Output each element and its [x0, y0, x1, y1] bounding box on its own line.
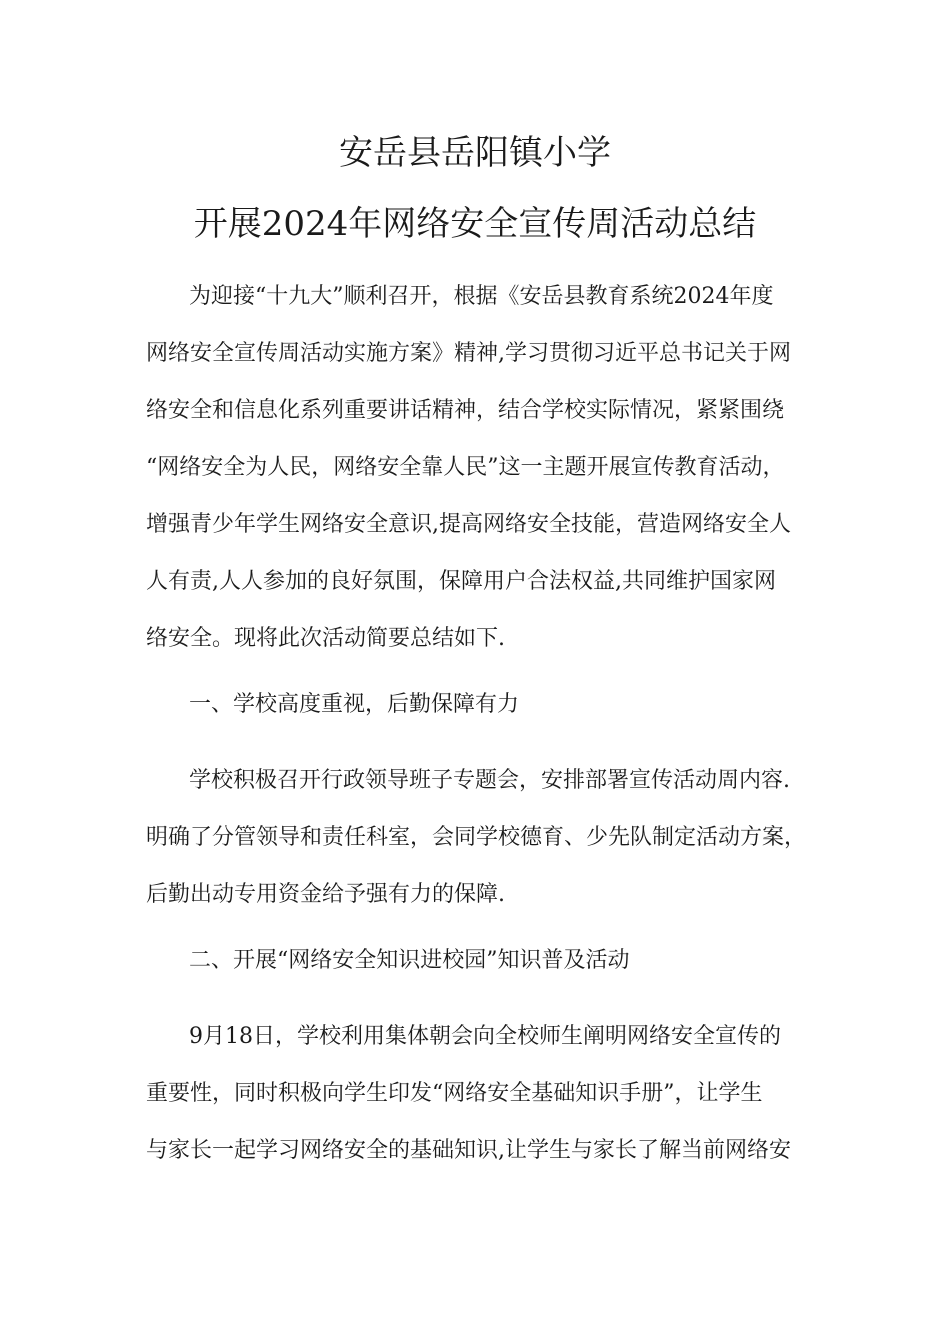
section-heading-2: 二、开展“网络安全知识进校园”知识普及活动 [189, 948, 630, 973]
section-heading-1: 一、学校高度重视，后勤保障有力 [189, 692, 520, 717]
paragraph-line: 9月18日，学校利用集体朝会向全校师生阐明网络安全宣传的 [189, 1024, 781, 1049]
paragraph-line: 增强青少年学生网络安全意识,提高网络安全技能，营造网络安全人 [146, 512, 791, 537]
paragraph-line: 学校积极召开行政领导班子专题会，安排部署宣传活动周内容. [189, 768, 790, 793]
document-title-line-2: 开展2024年网络安全宣传周活动总结 [193, 204, 757, 244]
document-title-line-1: 安岳县岳阳镇小学 [339, 133, 611, 173]
paragraph-line: 重要性，同时积极向学生印发“网络安全基础知识手册”，让学生 [146, 1081, 763, 1106]
paragraph-line: 络安全。现将此次活动简要总结如下. [146, 626, 505, 651]
paragraph-line: 明确了分管领导和责任科室，会同学校德育、少先队制定活动方案， [146, 825, 807, 850]
paragraph-line: 后勤出动专用资金给予强有力的保障. [146, 882, 505, 907]
paragraph-line: 与家长一起学习网络安全的基础知识,让学生与家长了解当前网络安 [146, 1138, 791, 1163]
paragraph-line: “网络安全为人民，网络安全靠人民”这一主题开展宣传教育活动， [146, 455, 785, 480]
paragraph-line: 络安全和信息化系列重要讲话精神，结合学校实际情况，紧紧围绕 [146, 398, 785, 423]
paragraph-line: 网络安全宣传周活动实施方案》精神,学习贯彻习近平总书记关于网 [146, 341, 791, 366]
paragraph-line: 人有责,人人参加的良好氛围，保障用户合法权益,共同维护国家网 [146, 569, 776, 594]
paragraph-line: 为迎接“十九大”顺利召开，根据《安岳县教育系统2024年度 [189, 284, 774, 309]
